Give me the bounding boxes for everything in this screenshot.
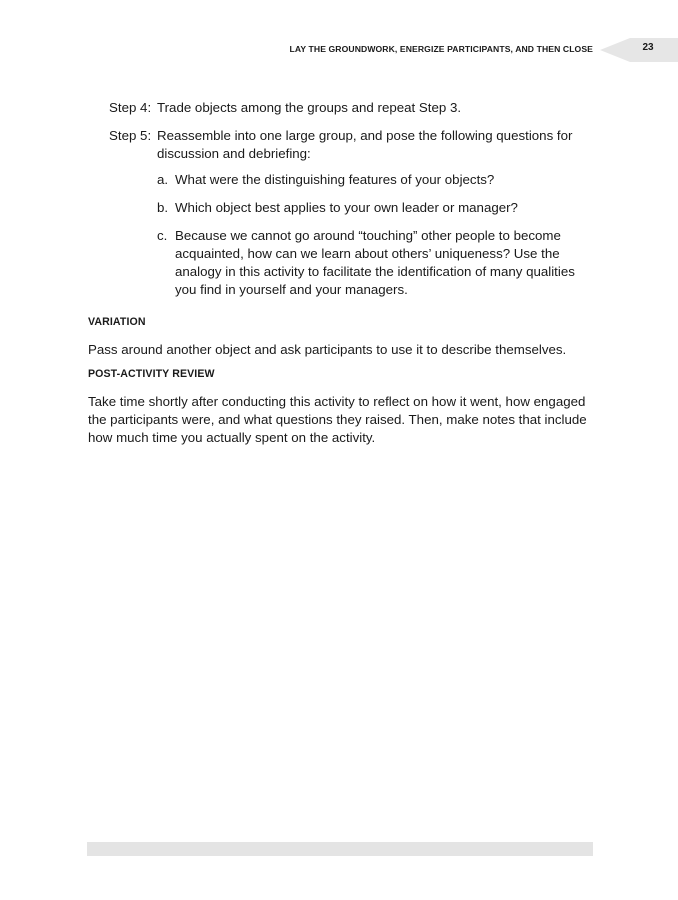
question-text: Because we cannot go around “touching” other people to become acquainted, how can we learn about others’ uniqueness? Use the analogy in this activity to facilitate the identification of many qualities you find in yourself and your managers.	[175, 228, 575, 297]
question-letter: c.	[157, 228, 168, 243]
post-activity-review-heading: POST-ACTIVITY REVIEW	[88, 368, 215, 380]
question-text: Which object best applies to your own leader or manager?	[175, 200, 518, 215]
question-item	[157, 171, 598, 189]
question-item	[157, 227, 598, 299]
step-text: Trade objects among the groups and repeat Step 3.	[157, 100, 462, 115]
question-letter: a.	[157, 172, 169, 187]
page-header	[0, 38, 678, 62]
footer-bar	[87, 842, 593, 856]
page-number: 23	[642, 42, 654, 53]
step-text: Reassemble into one large group, and pose the following questions for discussion and debriefing:	[157, 128, 573, 161]
question-item	[157, 199, 598, 217]
step-5	[88, 127, 598, 163]
step-4	[88, 99, 598, 117]
running-head: LAY THE GROUNDWORK, ENERGIZE PARTICIPANTS, AND THEN CLOSE	[289, 44, 593, 54]
post-activity-review-text: Take time shortly after conducting this activity to reflect on how it went, how engaged the participants were, and what questions they raised. Then, make notes that include how much time you actually spent on the activity.	[88, 394, 587, 445]
question-letter: b.	[157, 200, 169, 215]
question-text: What were the distinguishing features of your objects?	[175, 172, 495, 187]
variation-heading: VARIATION	[88, 316, 146, 328]
page-body	[88, 99, 598, 447]
variation-text: Pass around another object and ask participants to use it to describe themselves.	[88, 342, 567, 357]
step-label: Step 4:	[109, 100, 152, 115]
step-label: Step 5:	[109, 128, 152, 143]
debrief-questions	[157, 171, 598, 299]
